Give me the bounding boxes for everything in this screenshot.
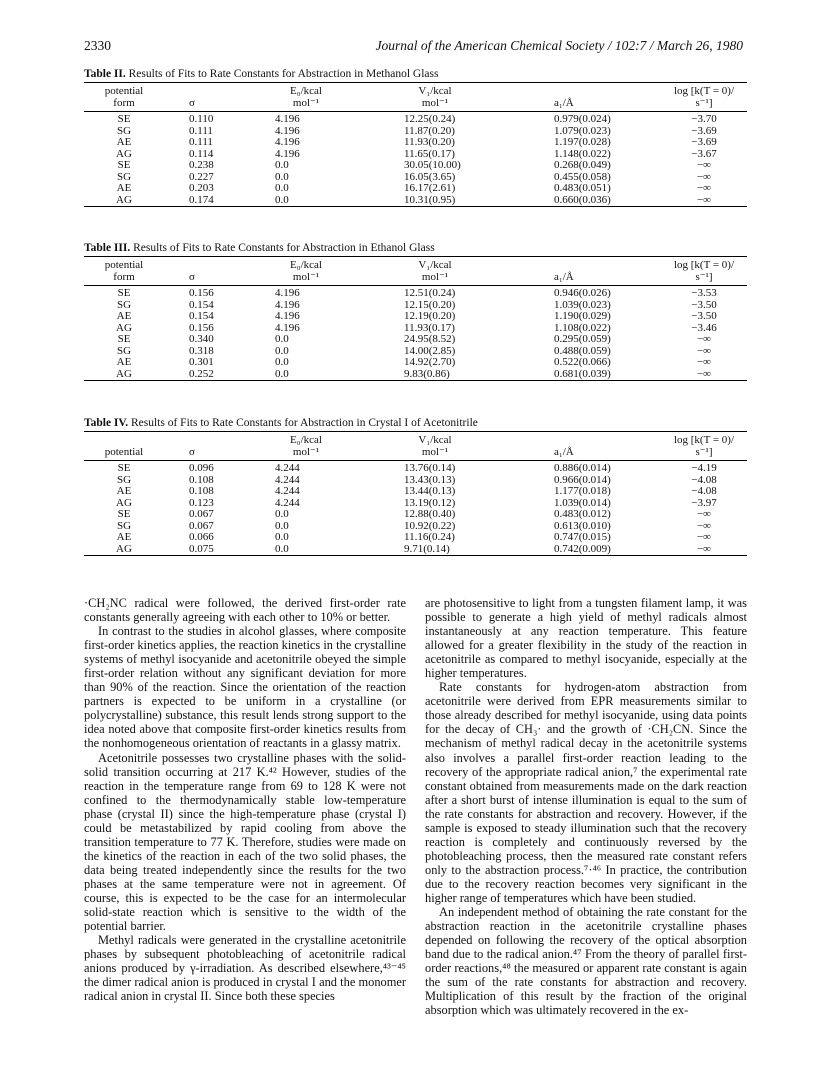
table-cell: 0.522(0.066): [554, 356, 611, 368]
table-cell: 0.0: [275, 344, 289, 357]
table-cell: 0.0: [275, 333, 289, 345]
table-cell: −∞: [696, 508, 712, 520]
table-cell: 0.075: [189, 542, 214, 555]
table-cell: SG: [116, 519, 132, 532]
body-paragraph: Acetonitrile possesses two crystalline phases with the solid-solid transition occurring at 217 K.⁴² However, studies of the reaction in the temperature range from 69 to 128 K were not confined to the thermodynamically stable low-temperature phase (crystal II) since the high-temperature phase (crystal I) could be metastabilized by rapid cooling from above the transition temperature to 77 K. Therefore, studies were made on the kinetics of the reaction in each of the two solid phases, the data being treated independently since the results for the two phases at the same temperature were not in agreement. Of course, this is expected to be the case for an intermolecular solid-state reaction which is sensitive to the width of the potential barrier.: [84, 750, 406, 934]
journal-title: Journal of the American Chemical Society / 102:7 / March 26, 1980: [375, 38, 743, 53]
table-cell: 0.174: [189, 193, 214, 206]
table-cell: 9.83(0.86): [404, 367, 450, 380]
table-cell: 1.148(0.022): [554, 147, 611, 160]
table-cell: 0.0: [275, 519, 289, 532]
header-a1: a₁/Å: [554, 446, 574, 458]
table-cell: 11.93(0.17): [404, 321, 455, 334]
header-v1: V₁/kcal: [418, 434, 452, 446]
header-form: potential: [104, 446, 144, 458]
table-cell: AE: [116, 356, 132, 368]
table-cell: AG: [116, 147, 132, 160]
header-potential: potential: [104, 259, 144, 271]
table-cell: 4.244: [275, 485, 300, 497]
table-header-rule: [84, 460, 747, 461]
table-cell: 0.123: [189, 496, 214, 509]
table-cell: 13.76(0.14): [404, 462, 456, 474]
table-cell: 0.455(0.058): [554, 170, 611, 183]
table-cell: 0.096: [189, 462, 214, 474]
table-cell: 4.244: [275, 462, 300, 474]
table-cell: 11.93(0.20): [404, 136, 455, 148]
table-cell: −∞: [696, 519, 712, 532]
table-cell: 0.156: [189, 321, 214, 334]
table-cell: 0.067: [189, 519, 214, 532]
table-cell: 0.340: [189, 333, 214, 345]
table-header: [84, 83, 747, 111]
table-cell: 0.154: [189, 310, 214, 322]
table-label: Table II.: [84, 68, 126, 80]
header-logk: log [k(T = 0)/: [673, 434, 735, 446]
header-v1: V₁/kcal: [418, 259, 452, 271]
body-paragraph: are photosensitive to light from a tungsten filament lamp, it was possible to generate a high yield of methyl radicals almost instantaneously at any reaction temperature. This feature allowed for a greater flexibility in the study of the reaction in acetonitrile as compared to methyl isocyanide, especially at the higher temperatures.: [425, 596, 747, 681]
body-paragraph: An independent method of obtaining the rate constant for the abstraction reaction in the acetonitrile crystalline phases depended on following the recovery of the optical absorption band due to the radical anion.⁴⁷ From the theory of parallel first-order reactions,⁴⁸ the measured or apparent rate constant is again the sum of the rate constants for abstraction and recovery. Multiplication of this result by the fraction of the original absorption which was ultimately recovered in the ex-: [425, 905, 747, 1018]
header-e0-unit: mol⁻¹: [292, 271, 320, 283]
header-v1-unit: mol⁻¹: [421, 271, 449, 283]
header-a1: a₁/Å: [554, 271, 574, 283]
header-logk: log [k(T = 0)/: [673, 85, 735, 97]
body-paragraph: Methyl radicals were generated in the crystalline acetonitrile phases by subsequent photobleaching of acetonitrile radical anions produced by γ-irradiation. As described elsewhere,⁴³⁻⁴⁵ the dimer radical anion is produced in crystal I and the monomer radical anion in crystal II. Since both these species: [84, 933, 406, 1004]
table-header: [84, 257, 747, 285]
table-cell: −3.53: [691, 287, 717, 299]
table-cell: 0.660(0.036): [554, 193, 611, 206]
table-cell: −4.08: [691, 473, 717, 486]
table-cell: 4.196: [275, 310, 300, 322]
table-cell: 0.946(0.026): [554, 287, 611, 299]
header-a1: a₁/Å: [554, 97, 574, 109]
table-cell: 16.05(3.65): [404, 170, 456, 183]
table-bottom-rule: [84, 380, 747, 381]
table-cell: 4.196: [275, 287, 300, 299]
table-cell: 12.25(0.24): [404, 113, 456, 125]
header-e0-unit: mol⁻¹: [292, 446, 320, 458]
table-cell: −4.19: [691, 462, 717, 474]
table-cell: 0.110: [189, 113, 214, 125]
table-cell: 0.156: [189, 287, 214, 299]
table-header-rule: [84, 111, 747, 112]
table-cell: −∞: [696, 193, 712, 206]
table-cell: 11.87(0.20): [404, 124, 455, 137]
header-sigma: σ: [189, 271, 195, 283]
table-cell: 0.613(0.010): [554, 519, 611, 532]
table-cell: SE: [117, 462, 131, 474]
table-caption-text: Results of Fits to Rate Constants for Abstraction in Methanol Glass: [128, 68, 439, 80]
table-cell: 0.114: [189, 147, 214, 160]
header-e0: E₀/kcal: [290, 434, 322, 446]
table-row: [84, 334, 747, 346]
header-e0-unit: mol⁻¹: [292, 97, 320, 109]
table-cell: −∞: [696, 333, 712, 345]
table-cell: 13.44(0.13): [404, 485, 456, 497]
table-cell: 1.079(0.023): [554, 124, 611, 137]
table-cell: 0.747(0.015): [554, 531, 611, 543]
table-iv: [84, 415, 747, 556]
table-cell: SE: [117, 333, 131, 345]
header-v1: V₁/kcal: [418, 85, 452, 97]
table-header: [84, 432, 747, 460]
table-cell: 0.154: [189, 298, 214, 311]
table-cell: −3.46: [691, 321, 717, 334]
table-cell: AG: [116, 193, 132, 206]
table-cell: SE: [117, 287, 131, 299]
table-label: Table IV.: [84, 417, 129, 429]
table-cell: 4.196: [275, 321, 300, 334]
table-cell: 0.301: [189, 356, 214, 368]
table-cell: 0.0: [275, 193, 289, 206]
table-cell: SE: [117, 508, 131, 520]
table-row: [84, 311, 747, 323]
table-cell: 13.19(0.12): [404, 496, 456, 509]
table-cell: AE: [116, 136, 132, 148]
header-sigma: σ: [189, 446, 195, 458]
table-cell: AG: [116, 321, 132, 334]
table-row: [84, 137, 747, 149]
body-paragraph: In contrast to the studies in alcohol glasses, where composite first-order kinetics applies, the reaction kinetics in the crystalline systems of methyl isocyanide and acetonitrile obeyed the simple first-order relation without any significant deviation for more than 90% of the reaction. Since the orientation of the reaction partners is expected to be uniform in a crystalline (or polycrystalline) substance, this result lends strong support to the idea noted above that composite first-order kinetics results from the nonhomogeneous orientation of reactants in a glassy matrix.: [84, 624, 406, 751]
table-cell: 4.196: [275, 298, 300, 311]
table-cell: 0.238: [189, 159, 214, 171]
table-cell: SG: [116, 473, 132, 486]
table-cell: AG: [116, 496, 132, 509]
table-cell: 0.227: [189, 170, 214, 183]
table-cell: 0.318: [189, 344, 214, 357]
header-sigma: σ: [189, 97, 195, 109]
table-header-rule: [84, 285, 747, 286]
table-cell: 4.244: [275, 473, 300, 486]
table-cell: −∞: [696, 531, 712, 543]
page-number: 2330: [84, 38, 111, 53]
table-row: [84, 509, 747, 521]
table-cell: 0.483(0.012): [554, 508, 611, 520]
table-cell: −∞: [696, 344, 712, 357]
table-cell: 0.295(0.059): [554, 333, 611, 345]
table-cell: 0.0: [275, 508, 289, 520]
table-cell: −3.97: [691, 496, 717, 509]
table-cell: −4.08: [691, 485, 717, 497]
header-form: form: [113, 97, 135, 109]
header-form: form: [113, 271, 135, 283]
table-cell: 11.16(0.24): [404, 531, 455, 543]
table-cell: 4.244: [275, 496, 300, 509]
header-e0: E₀/kcal: [290, 85, 322, 97]
table-caption: [84, 240, 747, 256]
table-row: [84, 463, 747, 475]
header-e0: E₀/kcal: [290, 259, 322, 271]
table-cell: AE: [116, 310, 132, 322]
table-cell: SG: [116, 344, 132, 357]
table-bottom-rule: [84, 206, 747, 207]
header-potential: potential: [104, 85, 144, 97]
table-cell: 0.0: [275, 182, 289, 194]
table-caption: [84, 66, 747, 82]
table-cell: −3.50: [691, 298, 717, 311]
table-cell: 0.0: [275, 159, 289, 171]
table-body: [84, 114, 747, 206]
table-cell: −3.69: [691, 124, 717, 137]
table-cell: SE: [117, 113, 131, 125]
table-row: [84, 369, 747, 381]
table-cell: 12.15(0.20): [404, 298, 456, 311]
table-cell: 1.190(0.029): [554, 310, 611, 322]
table-row: [84, 532, 747, 544]
table-cell: −∞: [696, 170, 712, 183]
table-ii: [84, 66, 747, 207]
table-cell: 1.039(0.014): [554, 496, 611, 509]
table-cell: −∞: [696, 367, 712, 380]
table-cell: 1.177(0.018): [554, 485, 611, 497]
table-cell: 0.488(0.059): [554, 344, 611, 357]
table-cell: 16.17(2.61): [404, 182, 456, 194]
table-cell: 24.95(8.52): [404, 333, 456, 345]
table-cell: 4.196: [275, 136, 300, 148]
table-cell: 1.108(0.022): [554, 321, 611, 334]
table-cell: 11.65(0.17): [404, 147, 455, 160]
table-cell: 12.19(0.20): [404, 310, 456, 322]
table-cell: SG: [116, 298, 132, 311]
table-cell: AE: [116, 531, 132, 543]
table-cell: 0.268(0.049): [554, 159, 611, 171]
table-cell: 0.067: [189, 508, 214, 520]
table-cell: 30.05(10.00): [404, 159, 461, 171]
table-row: [84, 357, 747, 369]
header-logk: log [k(T = 0)/: [673, 259, 735, 271]
table-cell: 1.039(0.023): [554, 298, 611, 311]
table-cell: SE: [117, 159, 131, 171]
table-cell: 14.00(2.85): [404, 344, 456, 357]
table-cell: −∞: [696, 182, 712, 194]
table-cell: 0.203: [189, 182, 214, 194]
table-body: [84, 463, 747, 555]
table-cell: 14.92(2.70): [404, 356, 456, 368]
table-caption-text: Results of Fits to Rate Constants for Abstraction in Crystal I of Acetonitrile: [130, 417, 478, 429]
running-head: [84, 38, 743, 56]
table-cell: AG: [116, 367, 132, 380]
table-row: [84, 160, 747, 172]
table-cell: SG: [116, 170, 132, 183]
table-cell: 0.0: [275, 170, 289, 183]
table-cell: 0.0: [275, 356, 289, 368]
header-v1-unit: mol⁻¹: [421, 97, 449, 109]
table-cell: 0.966(0.014): [554, 473, 611, 486]
table-row: [84, 195, 747, 207]
table-cell: 0.0: [275, 542, 289, 555]
table-row: [84, 183, 747, 195]
table-cell: AE: [116, 485, 132, 497]
table-cell: 0.886(0.014): [554, 462, 611, 474]
table-caption-text: Results of Fits to Rate Constants for Abstraction in Ethanol Glass: [133, 242, 435, 254]
table-cell: 1.197(0.028): [554, 136, 611, 148]
table-body: [84, 288, 747, 380]
table-cell: SG: [116, 124, 132, 137]
table-cell: −3.67: [691, 147, 717, 160]
table-cell: 0.0: [275, 531, 289, 543]
table-bottom-rule: [84, 555, 747, 556]
left-column: [84, 596, 406, 1003]
table-cell: 0.066: [189, 531, 214, 543]
table-cell: −3.70: [691, 113, 717, 125]
body-paragraph: ·CH₂NC radical were followed, the derived first-order rate constants generally agreeing with each other to 10% or better.: [84, 596, 406, 625]
table-cell: 0.252: [189, 367, 214, 380]
table-caption: [84, 415, 747, 431]
table-cell: −3.69: [691, 136, 717, 148]
right-column: [425, 596, 747, 1017]
table-cell: AG: [116, 542, 132, 555]
header-logk-unit: s⁻¹]: [695, 271, 713, 283]
table-cell: 0.111: [189, 124, 213, 137]
table-cell: 4.196: [275, 113, 300, 125]
header-v1-unit: mol⁻¹: [421, 446, 449, 458]
table-cell: 0.108: [189, 473, 214, 486]
table-cell: 10.92(0.22): [404, 519, 456, 532]
table-row: [84, 114, 747, 126]
table-cell: 9.71(0.14): [404, 542, 450, 555]
header-logk-unit: s⁻¹]: [695, 97, 713, 109]
table-cell: 0.979(0.024): [554, 113, 611, 125]
table-label: Table III.: [84, 242, 131, 254]
table-row: [84, 544, 747, 556]
table-cell: 0.483(0.051): [554, 182, 611, 194]
table-cell: 4.196: [275, 124, 300, 137]
table-cell: 12.51(0.24): [404, 287, 456, 299]
table-cell: AE: [116, 182, 132, 194]
table-row: [84, 486, 747, 498]
table-cell: 0.0: [275, 367, 289, 380]
table-cell: 4.196: [275, 147, 300, 160]
table-cell: −∞: [696, 159, 712, 171]
table-cell: 0.681(0.039): [554, 367, 611, 380]
table-cell: 10.31(0.95): [404, 193, 456, 206]
table-cell: 0.111: [189, 136, 213, 148]
table-cell: 13.43(0.13): [404, 473, 456, 486]
table-iii: [84, 240, 747, 381]
table-cell: 12.88(0.40): [404, 508, 456, 520]
table-cell: −∞: [696, 542, 712, 555]
table-cell: 0.108: [189, 485, 214, 497]
body-paragraph: Rate constants for hydrogen-atom abstraction from acetonitrile were derived from EPR measurements similar to those already described for methyl isocyanide, using data points for the decay of CH₃· and the growth of ·CH₂CN. Since the mechanism of methyl radical decay in the acetonitrile systems also involves a parallel first-order reaction leading to the recovery of the appropriate radical anion,⁷ the experimental rate constant obtained from measurements made on the dark reaction after a short burst of intense illumination is equal to the sum of the rate constants for abstraction and recovery. However, if the sample is exposed to steady illumination such that the recovery reaction is completely and continuously reversed by the photobleaching process, then the measured rate constant refers only to the abstraction process.⁷·⁴⁶ In practice, the contribution due to the recovery reaction becomes very significant in the higher range of temperatures which have been studied.: [425, 680, 747, 905]
table-cell: 0.742(0.009): [554, 542, 611, 555]
table-cell: −∞: [696, 356, 712, 368]
table-cell: −3.50: [691, 310, 717, 322]
header-logk-unit: s⁻¹]: [695, 446, 713, 458]
table-row: [84, 288, 747, 300]
